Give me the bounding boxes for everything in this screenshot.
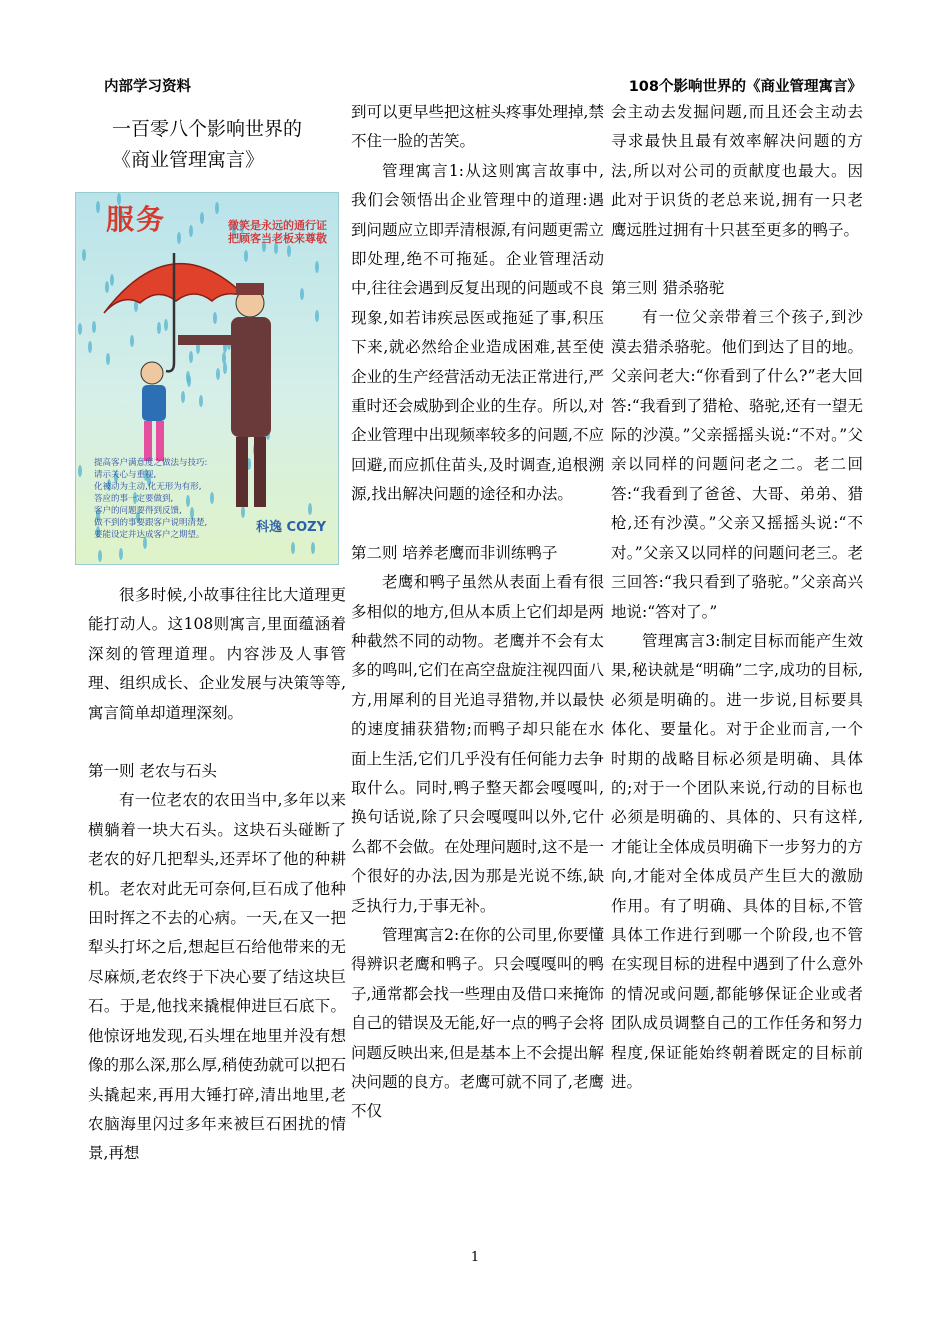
poster-tip: 做不到的事要跟客户说明清楚,	[94, 518, 208, 528]
poster-tips	[94, 457, 244, 541]
poster-tip: 客户的问题要得到反馈,	[94, 506, 182, 516]
section-2-title: 第二则 培养老鹰而非训练鸭子	[351, 543, 558, 562]
fable-2-continued: 会主动去发掘问题,而且还会主动去寻求最快且最有效率解决问题的方法,所以对公司的贡献度也最大。因此对于识货的老总来说,拥有一只老鹰远胜过拥有十只甚至更多的鸭子。	[611, 103, 863, 239]
doc-title-line1: 一百零八个影响世界的	[112, 118, 303, 140]
poster-tip: 化被动为主动,化无形为有形,	[94, 482, 202, 492]
section-1-body: 有一位老农的农田当中,多年以来横躺着一块大石头。这块石头碰断了老农的好几把犁头,还弄坏了他的种耕机。老农对此无可奈何,巨石成了他种田时挥之不去的心病。一天,在又一把犁头打坏之后,想起巨石给他带来的无尽麻烦,老农终于下决心要了结这块巨石。于是,他找来撬棍伸进巨石底下。他惊讶地发现,石头埋在地里并没有想像的那么深,那么厚,稍使劲就可以把石头撬起来,再用大锤打碎,清出地里,老农脑海里闪过多年来被巨石困扰的情景,再想	[88, 791, 346, 1163]
poster-heading: 服务	[106, 203, 167, 236]
poster-brand	[256, 513, 326, 542]
poster-slogan-line1: 微笑是永远的通行证	[228, 219, 327, 232]
section-1-continued: 到可以更早些把这桩头疼事处理掉,禁不住一脸的苦笑。	[351, 103, 604, 151]
poster-slogan-line2: 把顾客当老板来尊敬	[228, 232, 327, 245]
section-3-body: 有一位父亲带着三个孩子,到沙漠去猎杀骆驼。他们到达了目的地。父亲问老大:“你看到了什么?”老大回答:“我看到了猎枪、骆驼,还有一望无际的沙漠。”父亲摇摇头说:“不对。”父亲以同样的问题问老之二。老二回答:“我看到了爸爸、大哥、弟弟、猎枪,还有沙漠。”父亲又摇摇头说:“不对。”父亲又以同样的问题问老三。老三回答:“我只看到了骆驼。”父亲高兴地说:“答对了。”	[611, 308, 863, 621]
poster-tip: 请示关心与重视,	[94, 470, 157, 480]
header-left-label: 内部学习资料	[104, 79, 191, 95]
management-fable-1: 管理寓言1:从这则寓言故事中, 我们会领悟出企业管理中的道理:遇到问题应立即弄清根源,有问题更需立即处理,绝不可拖延。企业管理活动中,往往会遇到反复出现的问题或不良现象,如若讳疾忌医或拖延了事,积压下来,就必然给企业造成困难,甚至使企业的生产经营活动无法正常进行,严重时还会威胁到企业的生存。所以,对企业管理中出现频率较多的问题,不应回避,而应抓住苗头,及时调查,追根溯源,找出解决问题的途径和办法。	[351, 161, 604, 504]
section-1-title: 第一则 老农与石头	[88, 762, 217, 781]
management-fable-2: 管理寓言2:在你的公司里,你要懂得辨识老鹰和鸭子。只会嘎嘎叫的鸭子,通常都会找一些理由及借口来掩饰自己的错误及无能,好一点的鸭子会将问题反映出来,但是基本上不会提出解决问题的良方。老鹰可就不同了,老鹰不仅	[351, 925, 604, 1121]
poster-tip: 答应的事一定要做到,	[94, 494, 174, 504]
column-1	[88, 114, 346, 1169]
header-right-label: 108个影响世界的《商业管理寓言》	[628, 79, 862, 95]
service-poster-image	[75, 192, 339, 565]
poster-brand-prefix: 科逸	[256, 520, 283, 535]
poster-tip: 提高客户满意度之做法与技巧:	[94, 458, 208, 468]
intro-paragraph: 很多时候,小故事往往比大道理更能打动人。这108则寓言,里面蕴涵着深刻的管理道理。内容涉及人事管理、组织成长、企业发展与决策等等,寓言简单却道理深刻。	[88, 586, 346, 722]
poster-brand-name: COZY	[286, 520, 326, 535]
column-2	[351, 98, 604, 1127]
doc-title-line2: 《商业管理寓言》	[112, 149, 265, 171]
section-3-title: 第三则 猎杀骆驼	[611, 279, 725, 298]
column-3	[611, 98, 863, 1097]
section-2-body: 老鹰和鸭子虽然从表面上看有很多相似的地方,但从本质上它们却是两种截然不同的动物。老鹰并不会有太多的鸣叫,它们在高空盘旋注视四面八方,用犀利的目光追寻猎物,并以最快的速度捕获猎物;而鸭子却只能在水面上生活,它们几乎没有任何能力去争取什么。同时,鸭子整天都会嘎嘎叫,换句话说,除了只会嘎嘎叫以外,它什么都不会做。在处理问题时,这不是一个很好的办法,因为那是光说不练,缺乏执行力,于事无补。	[351, 573, 604, 915]
poster-tip: 要能设定并达成客户之期望。	[94, 530, 205, 540]
page-number: 1	[470, 1250, 480, 1265]
management-fable-3: 管理寓言3:制定目标而能产生效果,秘诀就是“明确”二字,成功的目标,必须是明确的。进一步说,目标要具体化、要量化。对于企业而言,一个时期的战略目标必须是明确、具体的;对于一个团队来说,行动的目标也必须是明确的、具体的、只有这样,才能让全体成员明确下一步努力的方向,才能对全体成员产生巨大的激励作用。有了明确、具体的目标,不管具体工作进行到哪一个阶段,也不管在实现目标的进程中遇到了什么意外的情况或问题,都能够保证企业或者团队成员调整自己的工作任务和努力程度,保证能始终朝着既定的目标前进。	[611, 631, 863, 1091]
